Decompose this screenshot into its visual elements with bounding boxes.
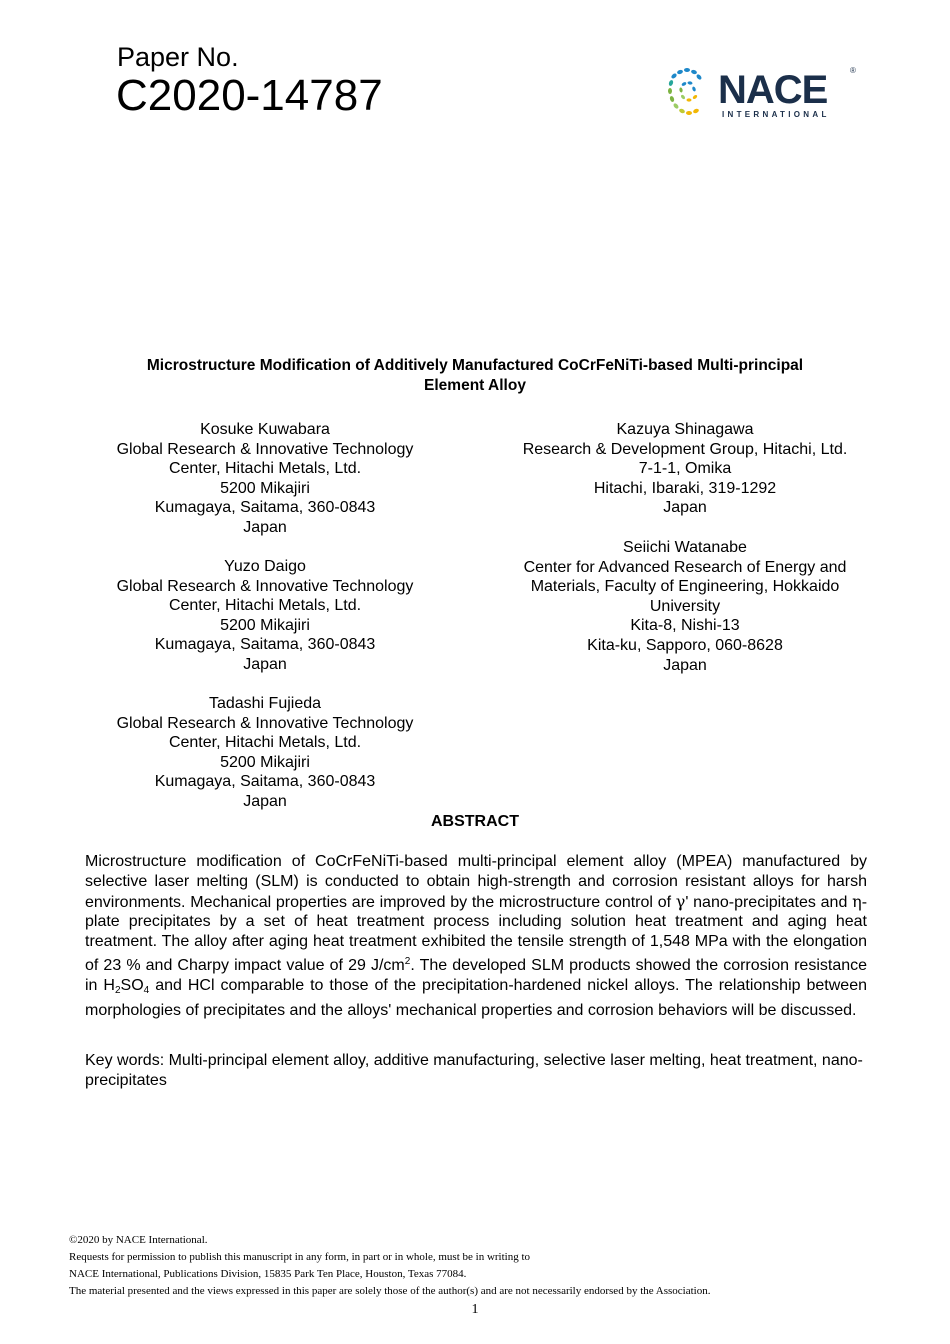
author-affiliation: Materials, Faculty of Engineering, Hokkaido: [530, 578, 840, 596]
author-affiliation: Center, Hitachi Metals, Ltd.: [168, 597, 362, 615]
author-address: 5200 Mikajiri: [220, 616, 310, 634]
footer-line: ©2020 by NACE International.: [69, 1234, 208, 1246]
eta-symbol: η: [852, 891, 862, 911]
author-address: 7-1-1, Omika: [638, 460, 732, 478]
subscript: 4: [143, 984, 150, 996]
author-affiliation: Global Research & Innovative Technology: [116, 714, 414, 732]
nace-logo-icon: [664, 66, 718, 122]
author-address: 5200 Mikajiri: [220, 479, 310, 497]
author-block-daigo: [85, 557, 445, 675]
author-affiliation: Global Research & Innovative Technology: [116, 577, 414, 595]
author-address: Kumagaya, Saitama, 360-0843: [154, 499, 376, 517]
author-address: Kumagaya, Saitama, 360-0843: [154, 773, 376, 791]
gamma-symbol: γ: [675, 891, 686, 911]
author-affiliation: Center, Hitachi Metals, Ltd.: [168, 734, 362, 752]
author-block-fujieda: [85, 694, 445, 812]
author-country: Japan: [663, 656, 707, 674]
paper-title-line-2: Element Alloy: [424, 376, 526, 394]
author-affiliation: Research & Development Group, Hitachi, Ltd.: [522, 440, 848, 458]
author-affiliation: Center for Advanced Research of Energy and: [523, 558, 847, 576]
footer-line: NACE International, Publications Division, 15835 Park Ten Place, Houston, Texas 77084.: [69, 1268, 467, 1280]
nace-logo-word: NACE: [718, 68, 828, 112]
author-affiliation: University: [649, 597, 721, 615]
author-address: Kita-ku, Sapporo, 060-8628: [587, 636, 783, 654]
footer-line: The material presented and the views expressed in this paper are solely those of the author(s) and are not necessarily endorsed by the Association.: [69, 1285, 711, 1297]
paper-id: C2020-14787: [116, 71, 383, 120]
author-address: Kita-8, Nishi-13: [630, 617, 740, 635]
author-country: Japan: [243, 792, 287, 810]
author-name: Yuzo Daigo: [224, 558, 306, 575]
registered-mark: ®: [850, 66, 856, 75]
author-country: Japan: [243, 655, 287, 673]
author-name: Seiichi Watanabe: [623, 539, 747, 556]
author-block-watanabe: [505, 538, 865, 675]
subscript: 2: [114, 984, 121, 996]
author-country: Japan: [243, 518, 287, 536]
abstract-heading: ABSTRACT: [431, 813, 519, 830]
keywords: Key words: Multi-principal element alloy, additive manufacturing, selective laser melting, heat treatment, nano-precipitates: [85, 1052, 863, 1089]
author-name: Kazuya Shinagawa: [616, 421, 754, 438]
paper-title-line-1: Microstructure Modification of Additively Manufactured CoCrFeNiTi-based Multi-principal: [146, 357, 804, 374]
author-affiliation: Global Research & Innovative Technology: [116, 440, 414, 458]
author-name: Tadashi Fujieda: [208, 695, 322, 712]
nace-logo: [664, 66, 864, 126]
author-country: Japan: [663, 499, 707, 517]
author-affiliation: Center, Hitachi Metals, Ltd.: [168, 460, 362, 478]
paper-title: [85, 356, 865, 395]
author-address: 5200 Mikajiri: [220, 753, 310, 771]
footer-line: Requests for permission to publish this manuscript in any form, in part or in whole, must be in writing to: [69, 1251, 531, 1263]
page-number: 1: [471, 1302, 479, 1317]
copyright-footer: [69, 1232, 710, 1300]
author-block-kuwabara: [85, 420, 445, 538]
author-address: Hitachi, Ibaraki, 319-1292: [593, 479, 777, 497]
superscript: 2: [404, 955, 411, 967]
abstract-paragraph: Microstructure modification of CoCrFeNiTi-based multi-principal element alloy (MPEA) manufactured by selective laser melting (SLM) is conducted to obtain high-strength and corrosion resistant alloys for harsh environments. Mechanical properties are improved by the microstructure control of γ' nano-precipitates and η-plate precipitates by a set of heat treatment process including solution heat treatment and aging heat treatment. The alloy after aging heat treatment exhibited the tensile strength of 1,548 MPa with the elongation of 23 % and Charpy impact value of 29 $J/cm^2$. The developed SLM products showed the corrosion resistance in $H_2SO_4$ and HCl comparable to those of the precipitation-hardened nickel alloys. The relationship between morphologies of precipitates and the alloys' mechanical properties and corrosion behaviors will be discussed.: [85, 853, 868, 1019]
author-address: Kumagaya, Saitama, 360-0843: [154, 636, 376, 654]
author-block-shinagawa: [505, 420, 865, 518]
nace-logo-subtitle: INTERNATIONAL: [722, 110, 830, 119]
paper-number-label: Paper No.: [117, 42, 239, 72]
author-name: Kosuke Kuwabara: [200, 421, 330, 438]
